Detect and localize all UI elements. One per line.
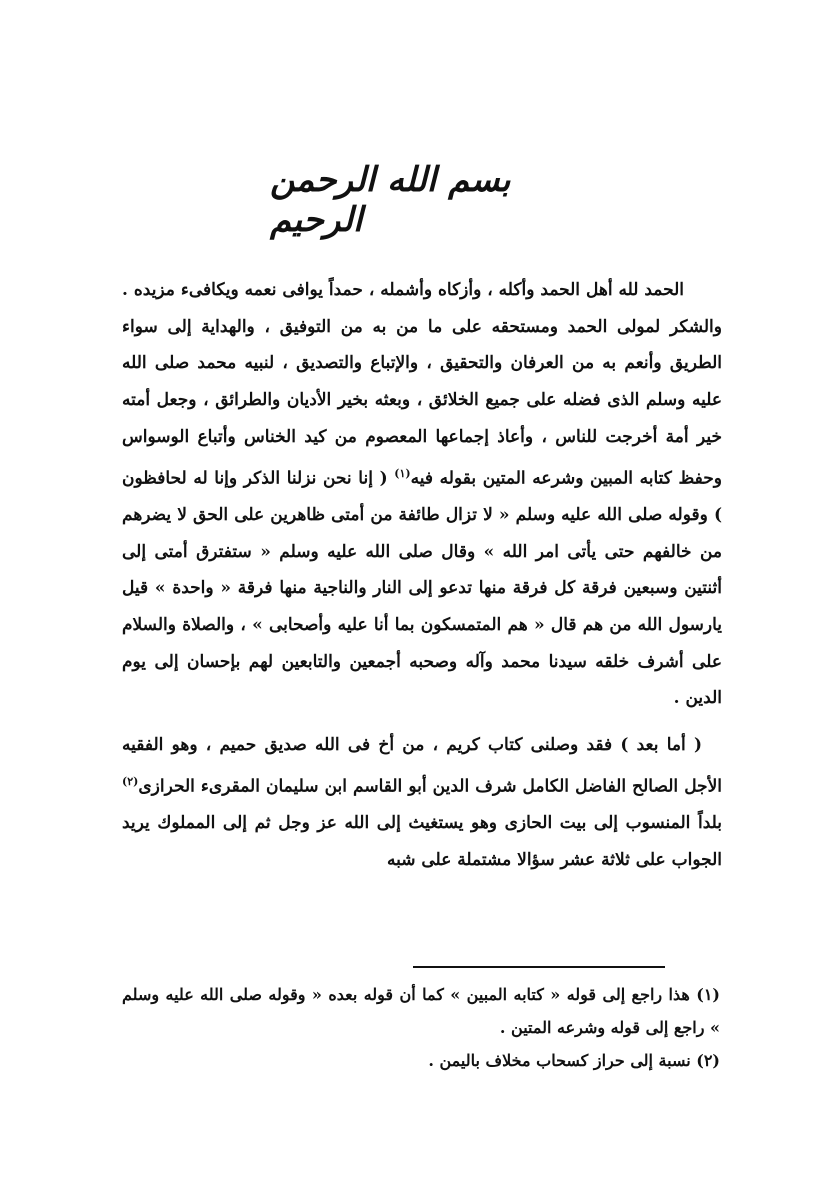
basmala-heading: بسم الله الرحمن الرحيم (270, 160, 511, 240)
paragraph-letter-text-b: بلداً المنسوب إلى بيت الحازى وهو يستغيث إلى الله عز وجل ثم إلى المملوك يريد الجواب على ثلاثة عشر سؤالا مشتملة على شبه (122, 813, 722, 870)
footnote-ref-2: (٢) (122, 774, 139, 788)
paragraph-opening-text: الحمد لله أهل الحمد وأكله ، وأزكاه وأشمله ، حمداً يوافى نعمه ويكافىء مزيده . والشكر لمولى الحمد ومستحقه على ما من به من التوفيق ، والهداية إلى سواء الطريق وأنعم به من العرفان والتحقيق ، والإتباع والتصديق ، لنبيه محمد صلى الله عليه وسلم الذى فضله على جميع الخلائق ، وبعثه بخير الأديان والطرائق ، وجعل أمته خير أمة أخرجت للناس ، وأعاذ إجماعها المعصوم من كيد الخناس وأتباع الوسواس وحفظ كتابه المبين وشرعه المتين بقوله فيه (122, 280, 722, 489)
footnotes (122, 978, 720, 1077)
main-text (122, 272, 722, 879)
footnote-ref-1: (١) (394, 466, 411, 480)
footnote-2: (٢) نسبة إلى حراز كسحاب مخلاف باليمن . (428, 1051, 720, 1070)
paragraph-opening-text-b: ( إنا نحن نزلنا الذكر وإنا له لحافظون ) وقوله صلى الله عليه وسلم « لا تزال طائفة من أمتى ظاهرين على الحق لا يضرهم من خالفهم حتى يأتى امر الله » وقال صلى الله عليه وسلم « ستفترق أمتى إلى أثنتين وسبعين فرقة كل فرقة منها تدعو إلى النار والناجية منها فرقة « واحدة » قيل يارسول الله من هم قال « هم المتمسكون بما أنا عليه وأصحابى » ، والصلاة والسلام على أشرف خلقه سيدنا محمد وآله وصحبه أجمعين والتابعين لهم بإحسان إلى يوم الدين . (122, 468, 722, 709)
footnote-divider (413, 966, 665, 968)
paragraph-opening (122, 272, 722, 717)
paragraph-letter-text: ( أما بعد ) فقد وصلنى كتاب كريم ، من أخ فى الله صديق حميم ، وهو الفقيه الأجل الصالح الفاضل الكامل شرف الدين أبو القاسم ابن سليمان المقرىء الحرازى (122, 735, 722, 797)
paragraph-letter (122, 727, 722, 878)
footnote-1: (١) هذا راجع إلى قوله « كتابه المبين » كما أن قوله بعده « وقوله صلى الله عليه وسلم » راجع إلى قوله وشرعه المتين . (122, 985, 720, 1037)
